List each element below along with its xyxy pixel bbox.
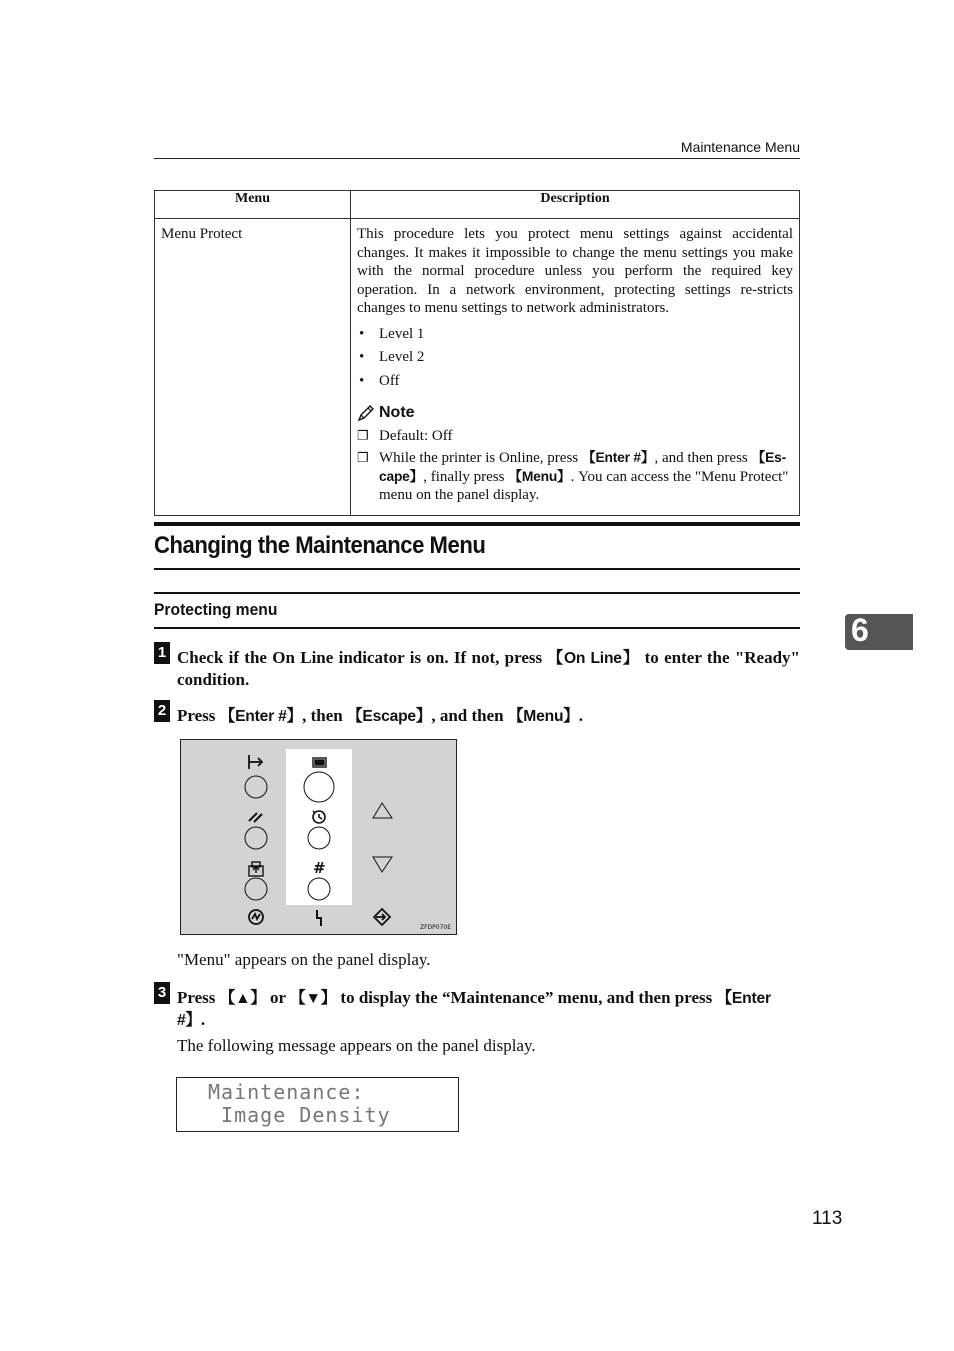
note-label: Note [379,404,415,421]
message-appears-text: The following message appears on the panel display. [177,1036,536,1055]
figure-code: ZFDP070E [420,924,452,931]
menu-icon [313,758,326,767]
step-number-3: 3 [154,982,170,1004]
display-line-2: Image Density [208,1103,391,1127]
note-text: . You can access the "Menu Protect" menu on the panel display. [379,468,789,503]
header-rule [154,158,800,159]
option-item: • Off [357,372,793,391]
section-rule-top [154,522,800,526]
options-list [357,325,793,391]
error-icon [317,910,321,926]
step-text: or [265,988,291,1007]
display-line-1: Maintenance: [208,1080,365,1104]
note-text: , and then press [654,450,752,466]
data-in-icon [374,909,390,925]
menu-key-label: 【Menu】 [508,468,571,484]
step-number-1: 1 [154,642,170,664]
step-text: to display the “Maintenance” menu, and then press [336,988,717,1007]
step-text: , and then [431,706,508,725]
menu-table [154,190,800,516]
note-text: While the printer is Online, press [379,450,582,466]
step-text: to enter the "Ready" condition. [177,648,800,689]
down-key-label: 【▼】 [290,990,337,1007]
table-header-menu: Menu [155,191,351,219]
subsection-title: Protecting menu [154,600,278,619]
note-item-access [357,449,793,505]
online-icon [249,755,262,769]
step-text: Check if the On Line indicator is on. If not, press [177,648,548,667]
step-text: . [200,1010,206,1029]
menu-key-label: 【Menu】 [507,708,579,725]
table-header-description: Description [351,191,800,219]
note-text: , finally press [423,468,509,485]
enter-key-label: 【Enter #】 [177,990,771,1029]
description-text: This procedure lets you protect menu settings against accidental changes. It makes it impossible to change the menu settings you make with the normal procedure unless you perform the required key operation. In a network environment, protecting settings re-stricts changes to menu settings to network administrators. [357,226,793,316]
subsection-rule-top [154,592,800,594]
job-reset-button [245,878,267,900]
section-rule-bottom [154,568,800,570]
note-heading [357,404,793,423]
step-text: Press [177,988,220,1007]
escape-key-label: 【Escape】 [346,708,432,725]
step-text: . [578,706,583,725]
online-key-label: 【On Line】 [547,650,640,667]
table-header-row [155,191,800,219]
down-arrow-button [373,857,392,872]
chapter-number: 6 [851,612,869,648]
step-text: Press [177,706,220,725]
chapter-tab [845,614,913,650]
subsection-rule-bottom [154,627,800,629]
step-2-text [177,705,800,727]
escape-key-label: 【Es-cape】 [379,450,786,484]
up-arrow-button [373,803,392,818]
up-key-label: 【▲】 [219,990,266,1007]
step-number-2: 2 [154,700,170,722]
control-panel-illustration [180,739,457,935]
menu-cell: Menu Protect [155,219,351,516]
option-item: • Level 1 [357,325,793,344]
description-cell [351,219,800,516]
panel-display [176,1077,459,1132]
running-header: Maintenance Menu [680,139,800,155]
note-item-default: ❐ Default: Off [357,427,793,446]
pencil-note-icon [357,404,375,422]
step-3-text [177,987,800,1031]
enter-hash-icon: # [313,859,326,877]
form-feed-button [245,827,267,849]
page-number: 113 [812,1208,843,1229]
note-list [357,427,793,505]
enter-key-label: 【Enter #】 [219,708,303,725]
enter-key-label: 【Enter #】 [581,450,655,465]
table-row [155,219,800,516]
online-button [245,776,267,798]
step-text: , then [302,706,347,725]
form-feed-icon [249,813,262,822]
option-item: • Level 2 [357,348,793,367]
section-title: Changing the Maintenance Menu [154,532,486,559]
job-reset-icon [249,862,263,876]
step-1-text [177,647,800,690]
power-icon [249,910,263,924]
menu-appears-text: "Menu" appears on the panel display. [177,950,431,969]
